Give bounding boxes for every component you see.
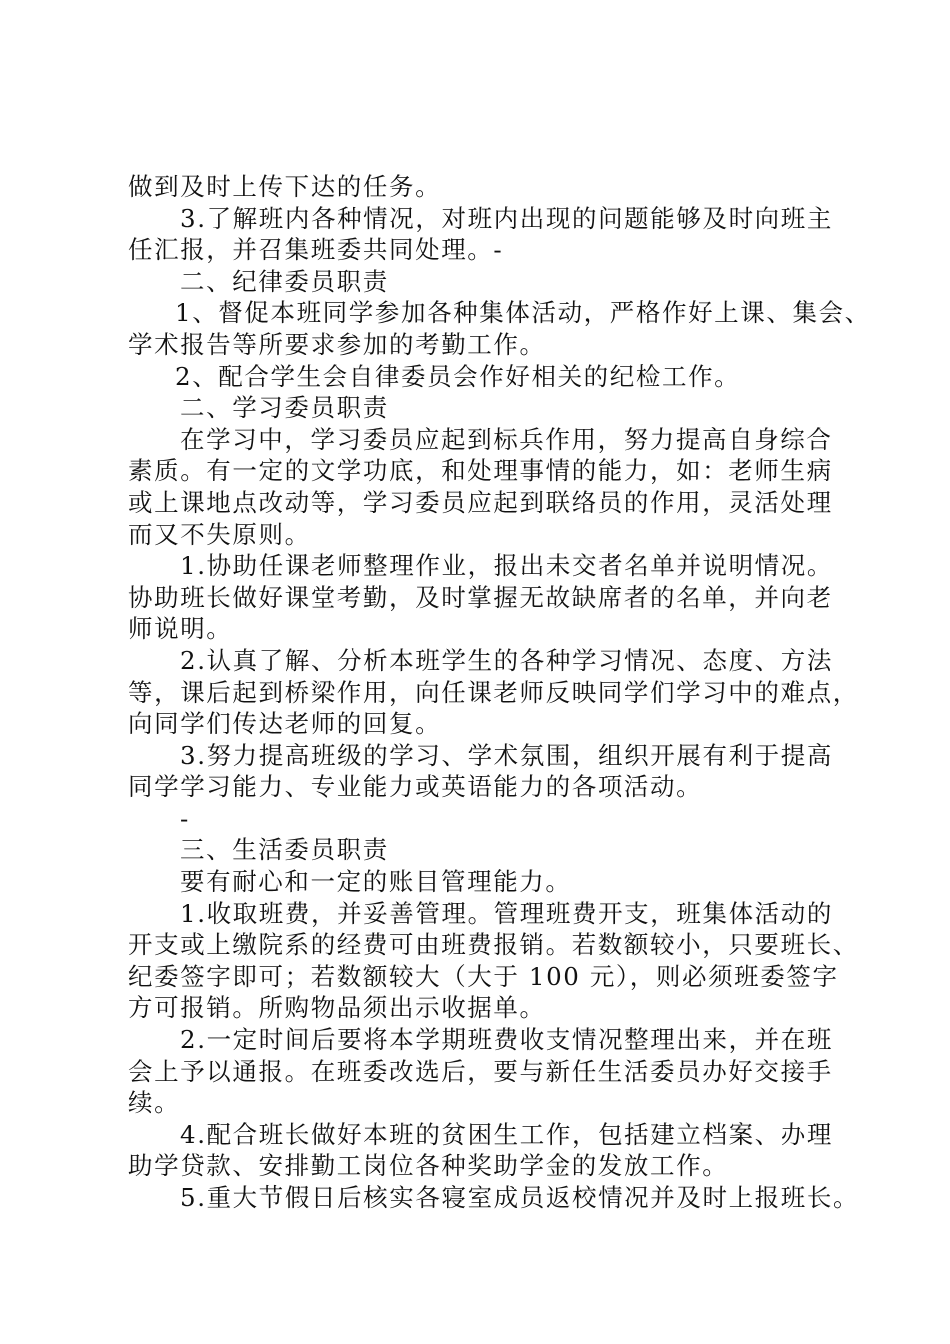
paragraph-line: 开支或上缴院系的经费可由班费报销。若数额较小，只要班长、 bbox=[128, 930, 859, 960]
paragraph-line: 助学贷款、安排勤工岗位各种奖助学金的发放工作。 bbox=[128, 1151, 729, 1181]
paragraph-line: 素质。有一定的文学功底，和处理事情的能力，如：老师生病 bbox=[128, 456, 833, 486]
paragraph-line: 1.协助任课老师整理作业，报出未交者名单并说明情况。 bbox=[180, 551, 833, 581]
paragraph-line: 3.努力提高班级的学习、学术氛围，组织开展有利于提高 bbox=[180, 740, 833, 770]
paragraph-line: 5.重大节假日后核实各寝室成员返校情况并及时上报班长。 bbox=[180, 1183, 860, 1212]
paragraph-line: 续。 bbox=[128, 1088, 181, 1118]
section-heading: 二、学习委员职责 bbox=[180, 393, 389, 423]
paragraph-line: 在学习中，学习委员应起到标兵作用，努力提高自身综合 bbox=[180, 424, 833, 454]
paragraph-line: 3.了解班内各种情况，对班内出现的问题能够及时向班主 bbox=[180, 203, 833, 233]
paragraph-line: 等，课后起到桥梁作用，向任课老师反映同学们学习中的难点， bbox=[128, 677, 859, 707]
paragraph-line: 1.收取班费，并妥善管理。管理班费开支，班集体活动的 bbox=[180, 898, 833, 928]
section-heading: 三、生活委员职责 bbox=[180, 835, 389, 865]
paragraph-line: 1、督促本班同学参加各种集体活动，严格作好上课、集会、 bbox=[175, 298, 871, 328]
paragraph-line: 做到及时上传下达的任务。 bbox=[128, 172, 442, 201]
paragraph-line: 任汇报，并召集班委共同处理。- bbox=[128, 235, 504, 265]
separator-dash: - bbox=[180, 803, 190, 833]
paragraph-line: 或上课地点改动等，学习委员应起到联络员的作用，灵活处理 bbox=[128, 487, 833, 517]
paragraph-line: 协助班长做好课堂考勤，及时掌握无故缺席者的名单，并向老 bbox=[128, 582, 833, 612]
paragraph-line: 会上予以通报。在班委改选后，要与新任生活委员办好交接手 bbox=[128, 1056, 833, 1086]
paragraph-line: 同学学习能力、专业能力或英语能力的各项活动。 bbox=[128, 772, 703, 802]
paragraph-line: 而又不失原则。 bbox=[128, 519, 311, 549]
document-body bbox=[128, 171, 871, 1214]
paragraph-line: 2.认真了解、分析本班学生的各种学习情况、态度、方法 bbox=[180, 645, 833, 675]
paragraph-line: 2.一定时间后要将本学期班费收支情况整理出来，并在班 bbox=[180, 1025, 833, 1055]
paragraph-line: 向同学们传达老师的回复。 bbox=[128, 709, 442, 739]
paragraph-line: 2、配合学生会自律委员会作好相关的纪检工作。 bbox=[175, 361, 741, 391]
paragraph-line: 纪委签字即可；若数额较大（大于 100 元），则必须班委签字 bbox=[128, 961, 839, 991]
paragraph-line: 方可报销。所购物品须出示收据单。 bbox=[128, 993, 546, 1023]
paragraph-line: 要有耐心和一定的账目管理能力。 bbox=[180, 867, 572, 897]
section-heading: 二、纪律委员职责 bbox=[180, 266, 389, 296]
paragraph-line: 学术报告等所要求参加的考勤工作。 bbox=[128, 329, 546, 359]
paragraph-line: 4.配合班长做好本班的贫困生工作，包括建立档案、办理 bbox=[180, 1119, 833, 1149]
paragraph-line: 师说明。 bbox=[128, 614, 233, 644]
